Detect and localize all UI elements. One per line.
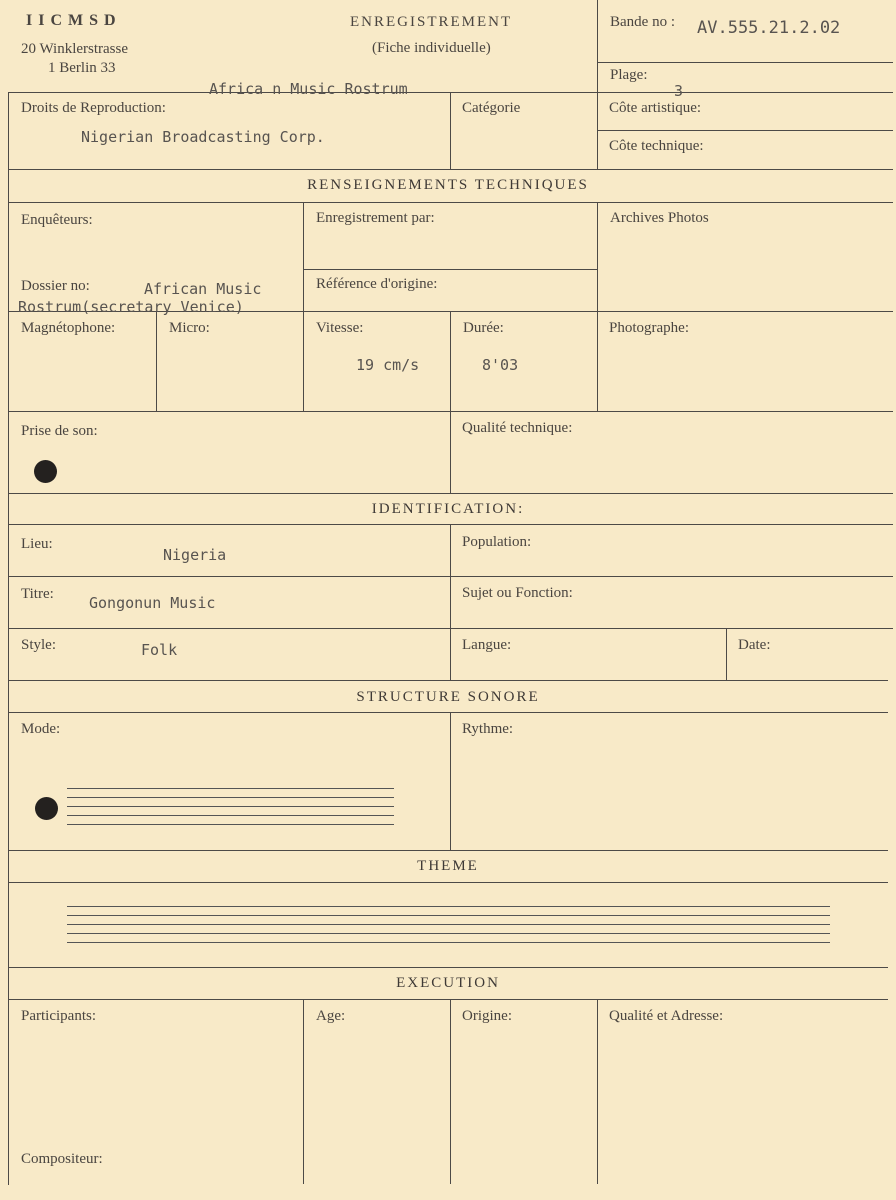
plage-value: 3 — [674, 82, 684, 100]
compositeur-label: Compositeur: — [21, 1151, 103, 1167]
section-renseignements-techniques: RENSEIGNEMENTS TECHNIQUES — [307, 177, 589, 193]
micro-label: Micro: — [169, 320, 210, 336]
enregistrement-par-label: Enregistrement par: — [316, 210, 435, 226]
divider — [450, 411, 451, 493]
divider — [8, 999, 888, 1000]
reference-origine-label: Référence d'origine: — [316, 276, 438, 292]
bande-label: Bande no : — [610, 14, 675, 30]
date-label: Date: — [738, 637, 771, 653]
divider — [303, 999, 304, 1184]
divider — [597, 62, 893, 63]
divider — [8, 680, 888, 681]
divider — [8, 850, 888, 851]
divider — [597, 999, 598, 1184]
participants-label: Participants: — [21, 1008, 96, 1024]
section-structure-sonore: STRUCTURE SONORE — [356, 689, 540, 705]
dossier-value-line2: Rostrum(secretary Venice) — [18, 298, 244, 316]
section-identification: IDENTIFICATION: — [371, 501, 525, 517]
mode-label: Mode: — [21, 721, 61, 737]
divider — [8, 882, 888, 883]
prise-de-son-label: Prise de son: — [21, 423, 98, 439]
magnetophone-label: Magnétophone: — [21, 320, 116, 336]
divider — [8, 202, 893, 203]
typed-source-name: Africa n Music Rostrum — [209, 80, 408, 98]
punch-hole-middle — [35, 797, 58, 820]
divider — [8, 712, 888, 713]
bande-value: AV.555.21.2.02 — [697, 18, 841, 38]
divider — [597, 130, 893, 131]
address-line-1: 20 Winklerstrasse — [21, 41, 129, 57]
divider — [8, 169, 893, 170]
qualite-adresse-label: Qualité et Adresse: — [609, 1008, 724, 1024]
divider — [303, 269, 597, 270]
dossier-label: Dossier no: — [21, 278, 90, 294]
divider — [726, 628, 727, 680]
divider — [8, 576, 893, 577]
lieu-label: Lieu: — [21, 536, 53, 552]
droits-label: Droits de Reproduction: — [21, 100, 166, 116]
lieu-value: Nigeria — [163, 546, 227, 564]
divider — [450, 999, 451, 1184]
photographe-label: Photographe: — [609, 320, 689, 336]
titre-label: Titre: — [21, 586, 54, 602]
style-value: Folk — [141, 641, 178, 659]
header-right-divider — [597, 0, 598, 169]
divider — [450, 712, 451, 850]
divider — [450, 311, 451, 412]
style-label: Style: — [21, 637, 57, 653]
divider — [303, 202, 304, 412]
archives-photos-label: Archives Photos — [610, 210, 709, 226]
categorie-label: Catégorie — [462, 100, 521, 116]
form-subtitle: (Fiche individuelle) — [372, 40, 491, 56]
frame-left-border — [8, 92, 9, 1185]
divider — [450, 92, 451, 169]
cote-artistique-label: Côte artistique: — [609, 100, 702, 116]
divider — [8, 967, 888, 968]
plage-label: Plage: — [610, 67, 648, 83]
divider — [156, 311, 157, 412]
age-label: Age: — [316, 1008, 346, 1024]
punch-hole-top — [34, 460, 57, 483]
qualite-technique-label: Qualité technique: — [462, 420, 573, 436]
divider — [597, 202, 598, 412]
duree-value: 8'03 — [482, 356, 519, 374]
divider — [8, 493, 893, 494]
langue-label: Langue: — [462, 637, 512, 653]
origine-label: Origine: — [462, 1008, 512, 1024]
address-line-2: 1 Berlin 33 — [48, 60, 116, 76]
dossier-value-line1: African Music — [144, 280, 262, 298]
enqueteurs-label: Enquêteurs: — [21, 212, 93, 228]
theme-music-staff — [67, 906, 830, 951]
section-execution: EXECUTION — [396, 975, 500, 991]
section-theme: THEME — [417, 858, 479, 874]
cote-technique-label: Côte technique: — [609, 138, 704, 154]
sujet-fonction-label: Sujet ou Fonction: — [462, 585, 573, 601]
duree-label: Durée: — [463, 320, 504, 336]
population-label: Population: — [462, 534, 532, 550]
divider — [450, 524, 451, 680]
vitesse-value: 19 cm/s — [356, 356, 420, 374]
divider — [8, 628, 893, 629]
org-name: IICMSD — [26, 12, 122, 29]
titre-value: Gongonun Music — [89, 594, 216, 612]
rythme-label: Rythme: — [462, 721, 514, 737]
vitesse-label: Vitesse: — [316, 320, 364, 336]
mode-music-staff — [67, 788, 394, 833]
droits-value: Nigerian Broadcasting Corp. — [81, 128, 325, 146]
form-title: ENREGISTREMENT — [350, 14, 513, 30]
